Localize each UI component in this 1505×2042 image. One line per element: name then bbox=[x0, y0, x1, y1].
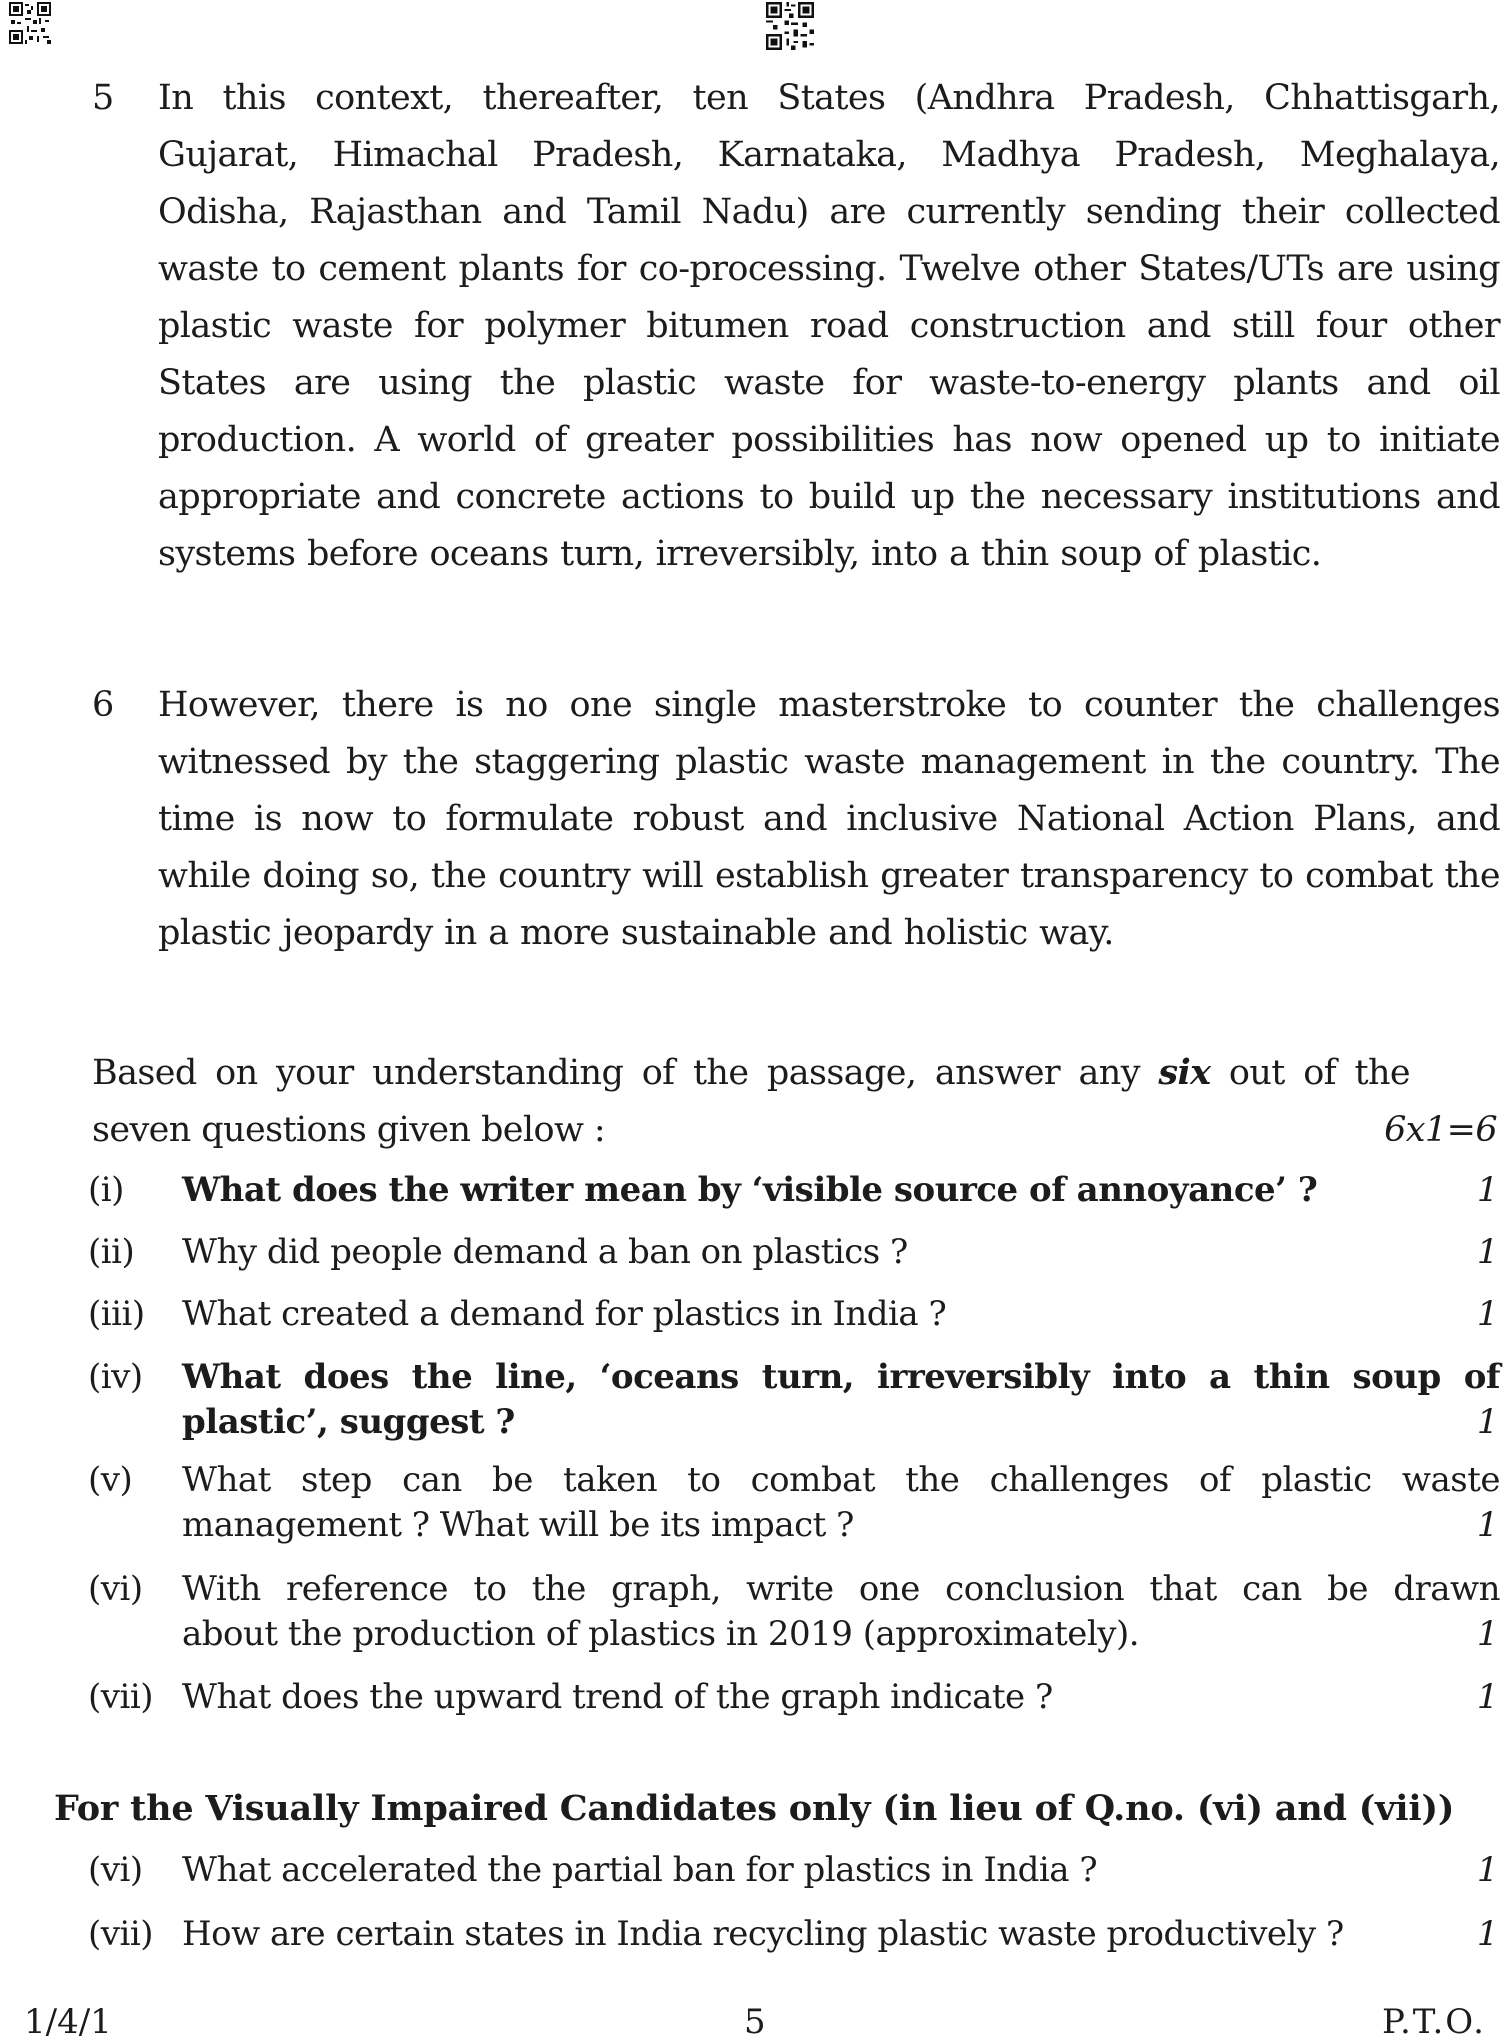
question-number: (iv) bbox=[88, 1357, 143, 1397]
qr-code-icon bbox=[765, 2, 815, 50]
question-number: (v) bbox=[88, 1460, 133, 1500]
question-number: (vi) bbox=[88, 1850, 143, 1890]
total-marks: 6x1=6 bbox=[1384, 1110, 1497, 1150]
question-text-line-1: With reference to the graph, write one conclusion that can be drawn bbox=[182, 1569, 1500, 1609]
page-number: 5 bbox=[744, 2002, 766, 2042]
pto-label: P.T.O. bbox=[1382, 2002, 1486, 2042]
question-marks: 1 bbox=[1476, 1170, 1498, 1210]
question-marks: 1 bbox=[1476, 1850, 1498, 1890]
question-text: Why did people demand a ban on plastics ? bbox=[182, 1232, 908, 1272]
question-text-line-2: plastic’, suggest ? bbox=[182, 1402, 515, 1442]
question-number: (vi) bbox=[88, 1569, 143, 1609]
question-text: What accelerated the partial ban for plastics in India ? bbox=[182, 1850, 1098, 1890]
question-text-line-2: about the production of plastics in 2019 (approximately). bbox=[182, 1614, 1140, 1654]
question-number: (i) bbox=[88, 1170, 124, 1210]
paragraph-number: 5 bbox=[92, 78, 115, 118]
paragraph-text: In this context, thereafter, ten States (Andhra Pradesh, Chhattisgarh, Gujarat, Himachal Pradesh, Karnataka, Madhya Pradesh, Meghalaya, Odisha, Rajasthan and Tamil Nadu) are currently sending their collected waste to cement plants for co-processing. Twelve other States/UTs are using plastic waste for polymer bitumen road construction and still four other States are using the plastic waste for waste-to-energy plants and oil production. A world of greater possibilities has now opened up to initiate appropriate and concrete actions to build up the necessary institutions and systems before oceans turn, irreversibly, into a thin soup of plastic. bbox=[158, 78, 1500, 574]
question-text: What does the writer mean by ‘visible source of annoyance’ ? bbox=[182, 1170, 1318, 1210]
instructions-after: out of the bbox=[1228, 1053, 1410, 1093]
question-marks: 1 bbox=[1476, 1232, 1498, 1272]
question-text: How are certain states in India recycling plastic waste productively ? bbox=[182, 1914, 1344, 1954]
question-text: What created a demand for plastics in India ? bbox=[182, 1294, 947, 1334]
paragraph-number: 6 bbox=[92, 685, 115, 725]
instructions-line-1 bbox=[92, 1045, 1410, 1101]
question-number: (ii) bbox=[88, 1232, 135, 1272]
question-marks: 1 bbox=[1476, 1914, 1498, 1954]
visually-impaired-heading: For the Visually Impaired Candidates only (in lieu of Q.no. (vi) and (vii)) bbox=[54, 1788, 1455, 1829]
question-number: (vii) bbox=[88, 1677, 153, 1717]
question-text-line-1: What step can be taken to combat the challenges of plastic waste bbox=[182, 1460, 1500, 1500]
question-text: What does the upward trend of the graph indicate ? bbox=[182, 1677, 1053, 1717]
question-marks: 1 bbox=[1476, 1505, 1498, 1545]
question-text-line-2: management ? What will be its impact ? bbox=[182, 1505, 854, 1545]
question-marks: 1 bbox=[1476, 1402, 1498, 1442]
instructions-line-2 bbox=[92, 1102, 1505, 1158]
instructions-line2-text: seven questions given below : bbox=[92, 1110, 606, 1150]
paragraph-text: However, there is no one single masterstroke to counter the challenges witnessed by the staggering plastic waste management in the country. The time is now to formulate robust and inclusive National Action Plans, and while doing so, the country will establish greater transparency to combat the plastic jeopardy in a more sustainable and holistic way. bbox=[158, 685, 1500, 953]
qr-code-icon bbox=[8, 2, 52, 44]
instructions-emphasis: six bbox=[1158, 1052, 1211, 1093]
question-number: (vii) bbox=[88, 1914, 153, 1954]
paper-code: 1/4/1 bbox=[24, 2002, 112, 2042]
question-marks: 1 bbox=[1476, 1614, 1498, 1654]
instructions-before: Based on your understanding of the passage, answer any bbox=[92, 1053, 1140, 1093]
question-marks: 1 bbox=[1476, 1677, 1498, 1717]
question-number: (iii) bbox=[88, 1294, 145, 1334]
question-text-line-1: What does the line, ‘oceans turn, irreversibly into a thin soup of bbox=[182, 1357, 1500, 1397]
question-marks: 1 bbox=[1476, 1294, 1498, 1334]
